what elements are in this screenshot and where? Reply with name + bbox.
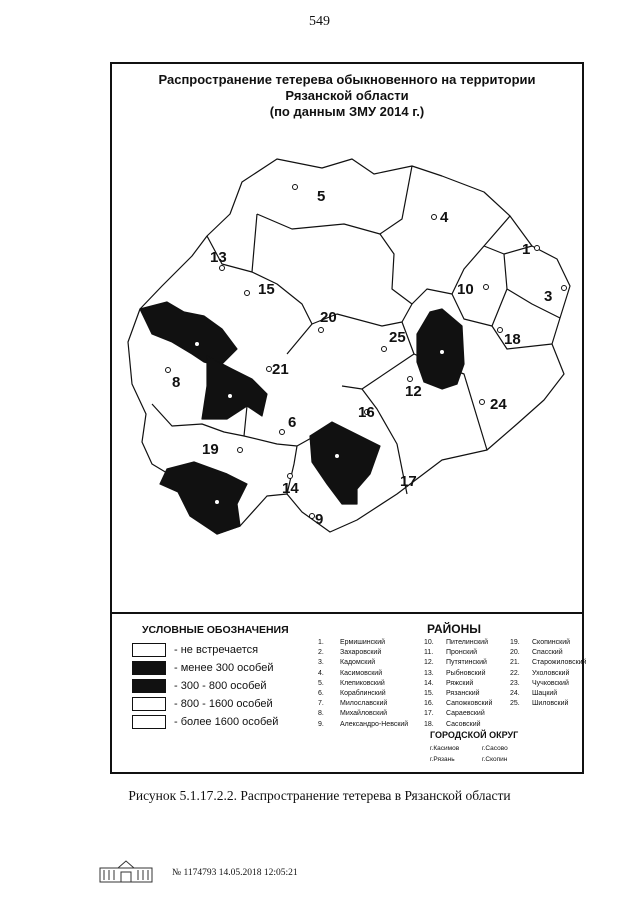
district-number: 11. xyxy=(424,649,434,657)
district-name: Рыбновский xyxy=(446,669,486,677)
legend-item xyxy=(132,642,258,658)
region-label: 24 xyxy=(490,396,507,413)
legend-item xyxy=(132,678,267,694)
district-row xyxy=(318,648,408,658)
region-label: 25 xyxy=(389,329,406,346)
district-name: Скопинский xyxy=(532,639,571,646)
district-number: 1. xyxy=(318,639,324,646)
district-name: Захаровский xyxy=(340,649,382,657)
legend-item xyxy=(132,696,273,712)
district-row xyxy=(424,699,492,709)
district-row xyxy=(510,638,586,648)
region-label: 20 xyxy=(320,309,337,326)
district-name: Кораблинский xyxy=(340,690,386,698)
district-number: 10. xyxy=(424,639,434,646)
district-row xyxy=(424,689,492,699)
district-name: Сараевский xyxy=(446,710,485,718)
legend-separator xyxy=(112,612,582,614)
district-number: 14. xyxy=(424,679,434,687)
district-name: Сасовский xyxy=(446,720,481,728)
legend-label: - 800 - 1600 особей xyxy=(174,698,273,710)
district-name: Ряжский xyxy=(446,679,474,687)
district-name: Шацкий xyxy=(532,690,558,698)
region-label: 10 xyxy=(457,281,474,298)
city-item: г.Касимов xyxy=(430,745,460,752)
district-number: 21. xyxy=(510,659,520,667)
district-row xyxy=(424,648,492,658)
district-number: 23. xyxy=(510,679,520,687)
region-label: 21 xyxy=(272,361,289,378)
district-number: 16. xyxy=(424,700,434,708)
region-label: 9 xyxy=(315,511,324,528)
region-label: 19 xyxy=(202,441,219,458)
district-row xyxy=(510,679,586,689)
region-label: 15 xyxy=(258,281,275,298)
district-list-3 xyxy=(510,638,586,709)
district-number: 19. xyxy=(510,639,520,646)
district-number: 8. xyxy=(318,710,324,718)
district-number: 7. xyxy=(318,700,324,708)
district-row xyxy=(318,638,408,648)
district-number: 2. xyxy=(318,649,324,657)
map-title-line: Рязанской области xyxy=(285,88,409,103)
district-row xyxy=(318,658,408,668)
region-black xyxy=(417,309,464,389)
building-stamp-icon xyxy=(96,858,156,886)
district-name: Ермишинский xyxy=(340,639,386,646)
district-name: Касимовский xyxy=(340,669,383,677)
district-number: 12. xyxy=(424,659,434,667)
region-label: 17 xyxy=(400,473,417,490)
district-name: Спасский xyxy=(532,649,563,657)
legend-title: УСЛОВНЫЕ ОБОЗНАЧЕНИЯ xyxy=(142,624,289,636)
district-name: Александро-Невский xyxy=(340,720,409,728)
district-name: Чучковский xyxy=(532,679,569,687)
district-number: 24. xyxy=(510,690,520,698)
district-row xyxy=(424,658,492,668)
region-label: 14 xyxy=(282,480,299,497)
district-name: Кадомский xyxy=(340,659,376,667)
districts-title: РАЙОНЫ xyxy=(427,622,481,636)
district-name: Сапожковский xyxy=(446,700,493,708)
district-name: Путятинский xyxy=(446,659,487,667)
legend-label: - менее 300 особей xyxy=(174,662,274,674)
document-footer: № 1174793 14.05.2018 12:05:21 xyxy=(172,868,298,878)
district-number: 18. xyxy=(424,720,434,728)
region-label: 16 xyxy=(358,404,375,421)
region-label: 1 xyxy=(522,241,531,258)
district-number: 6. xyxy=(318,690,324,698)
district-list-1 xyxy=(318,638,408,730)
district-row xyxy=(510,648,586,658)
map-title-line: (по данным ЗМУ 2014 г.) xyxy=(269,104,425,119)
region-label: 12 xyxy=(405,383,422,400)
legend-swatch xyxy=(132,643,166,657)
district-row xyxy=(424,709,492,719)
city-item: г.Скопин xyxy=(482,756,508,763)
district-name: Пронский xyxy=(446,649,478,657)
district-name: Ухоловский xyxy=(532,669,570,677)
district-number: 22. xyxy=(510,669,520,677)
legend-label: - более 1600 особей xyxy=(174,716,279,728)
city-district-title: ГОРОДСКОЙ ОКРУГ xyxy=(430,730,519,740)
district-row xyxy=(318,679,408,689)
district-row xyxy=(318,669,408,679)
region-label: 4 xyxy=(440,209,449,226)
legend-swatch xyxy=(132,679,166,693)
district-row xyxy=(424,679,492,689)
district-row xyxy=(424,720,492,730)
district-row xyxy=(510,699,586,709)
map-title-line: Распространение тетерева обыкновенного на территории xyxy=(158,72,536,87)
page-number: 549 xyxy=(309,14,330,29)
district-row xyxy=(318,720,408,730)
legend-label: - не встречается xyxy=(174,644,259,656)
legend-swatch xyxy=(132,661,166,675)
legend-item xyxy=(132,714,278,730)
district-name: Рязанский xyxy=(446,690,480,698)
district-row xyxy=(424,669,492,679)
region-map xyxy=(112,64,582,612)
legend-swatch xyxy=(132,715,166,729)
region-label: 6 xyxy=(288,414,297,431)
district-name: Старожиловский xyxy=(532,659,587,667)
region-label: 8 xyxy=(172,374,181,391)
district-number: 9. xyxy=(318,720,324,728)
district-number: 4. xyxy=(318,669,324,677)
district-number: 5. xyxy=(318,679,324,687)
district-row xyxy=(510,669,586,679)
legend-item xyxy=(132,660,273,676)
region-label: 3 xyxy=(544,288,553,305)
district-list-2 xyxy=(424,638,492,730)
city-item: г.Сасово xyxy=(482,745,508,752)
city-item: г.Рязань xyxy=(430,756,455,763)
district-number: 20. xyxy=(510,649,520,657)
district-name: Пителинский xyxy=(446,639,488,646)
legend-swatch xyxy=(132,697,166,711)
district-row xyxy=(318,709,408,719)
district-number: 25. xyxy=(510,700,520,708)
map-frame xyxy=(110,62,587,774)
district-number: 13. xyxy=(424,669,434,677)
region-label: 18 xyxy=(504,331,521,348)
district-row xyxy=(318,689,408,699)
region-label: 5 xyxy=(317,188,326,205)
district-row xyxy=(318,699,408,709)
district-name: Шиловский xyxy=(532,700,569,708)
district-row xyxy=(510,689,586,699)
legend-label: - 300 - 800 особей xyxy=(174,680,267,692)
district-name: Милославский xyxy=(340,700,388,708)
district-name: Михайловский xyxy=(340,710,388,718)
district-number: 17. xyxy=(424,710,434,718)
region-label: 13 xyxy=(210,249,227,266)
district-name: Клепиковский xyxy=(340,679,385,687)
district-number: 3. xyxy=(318,659,324,667)
district-row xyxy=(510,658,586,668)
figure-caption: Рисунок 5.1.17.2.2. Распространение тетерева в Рязанской области xyxy=(128,788,511,803)
district-row xyxy=(424,638,492,648)
district-number: 15. xyxy=(424,690,434,698)
